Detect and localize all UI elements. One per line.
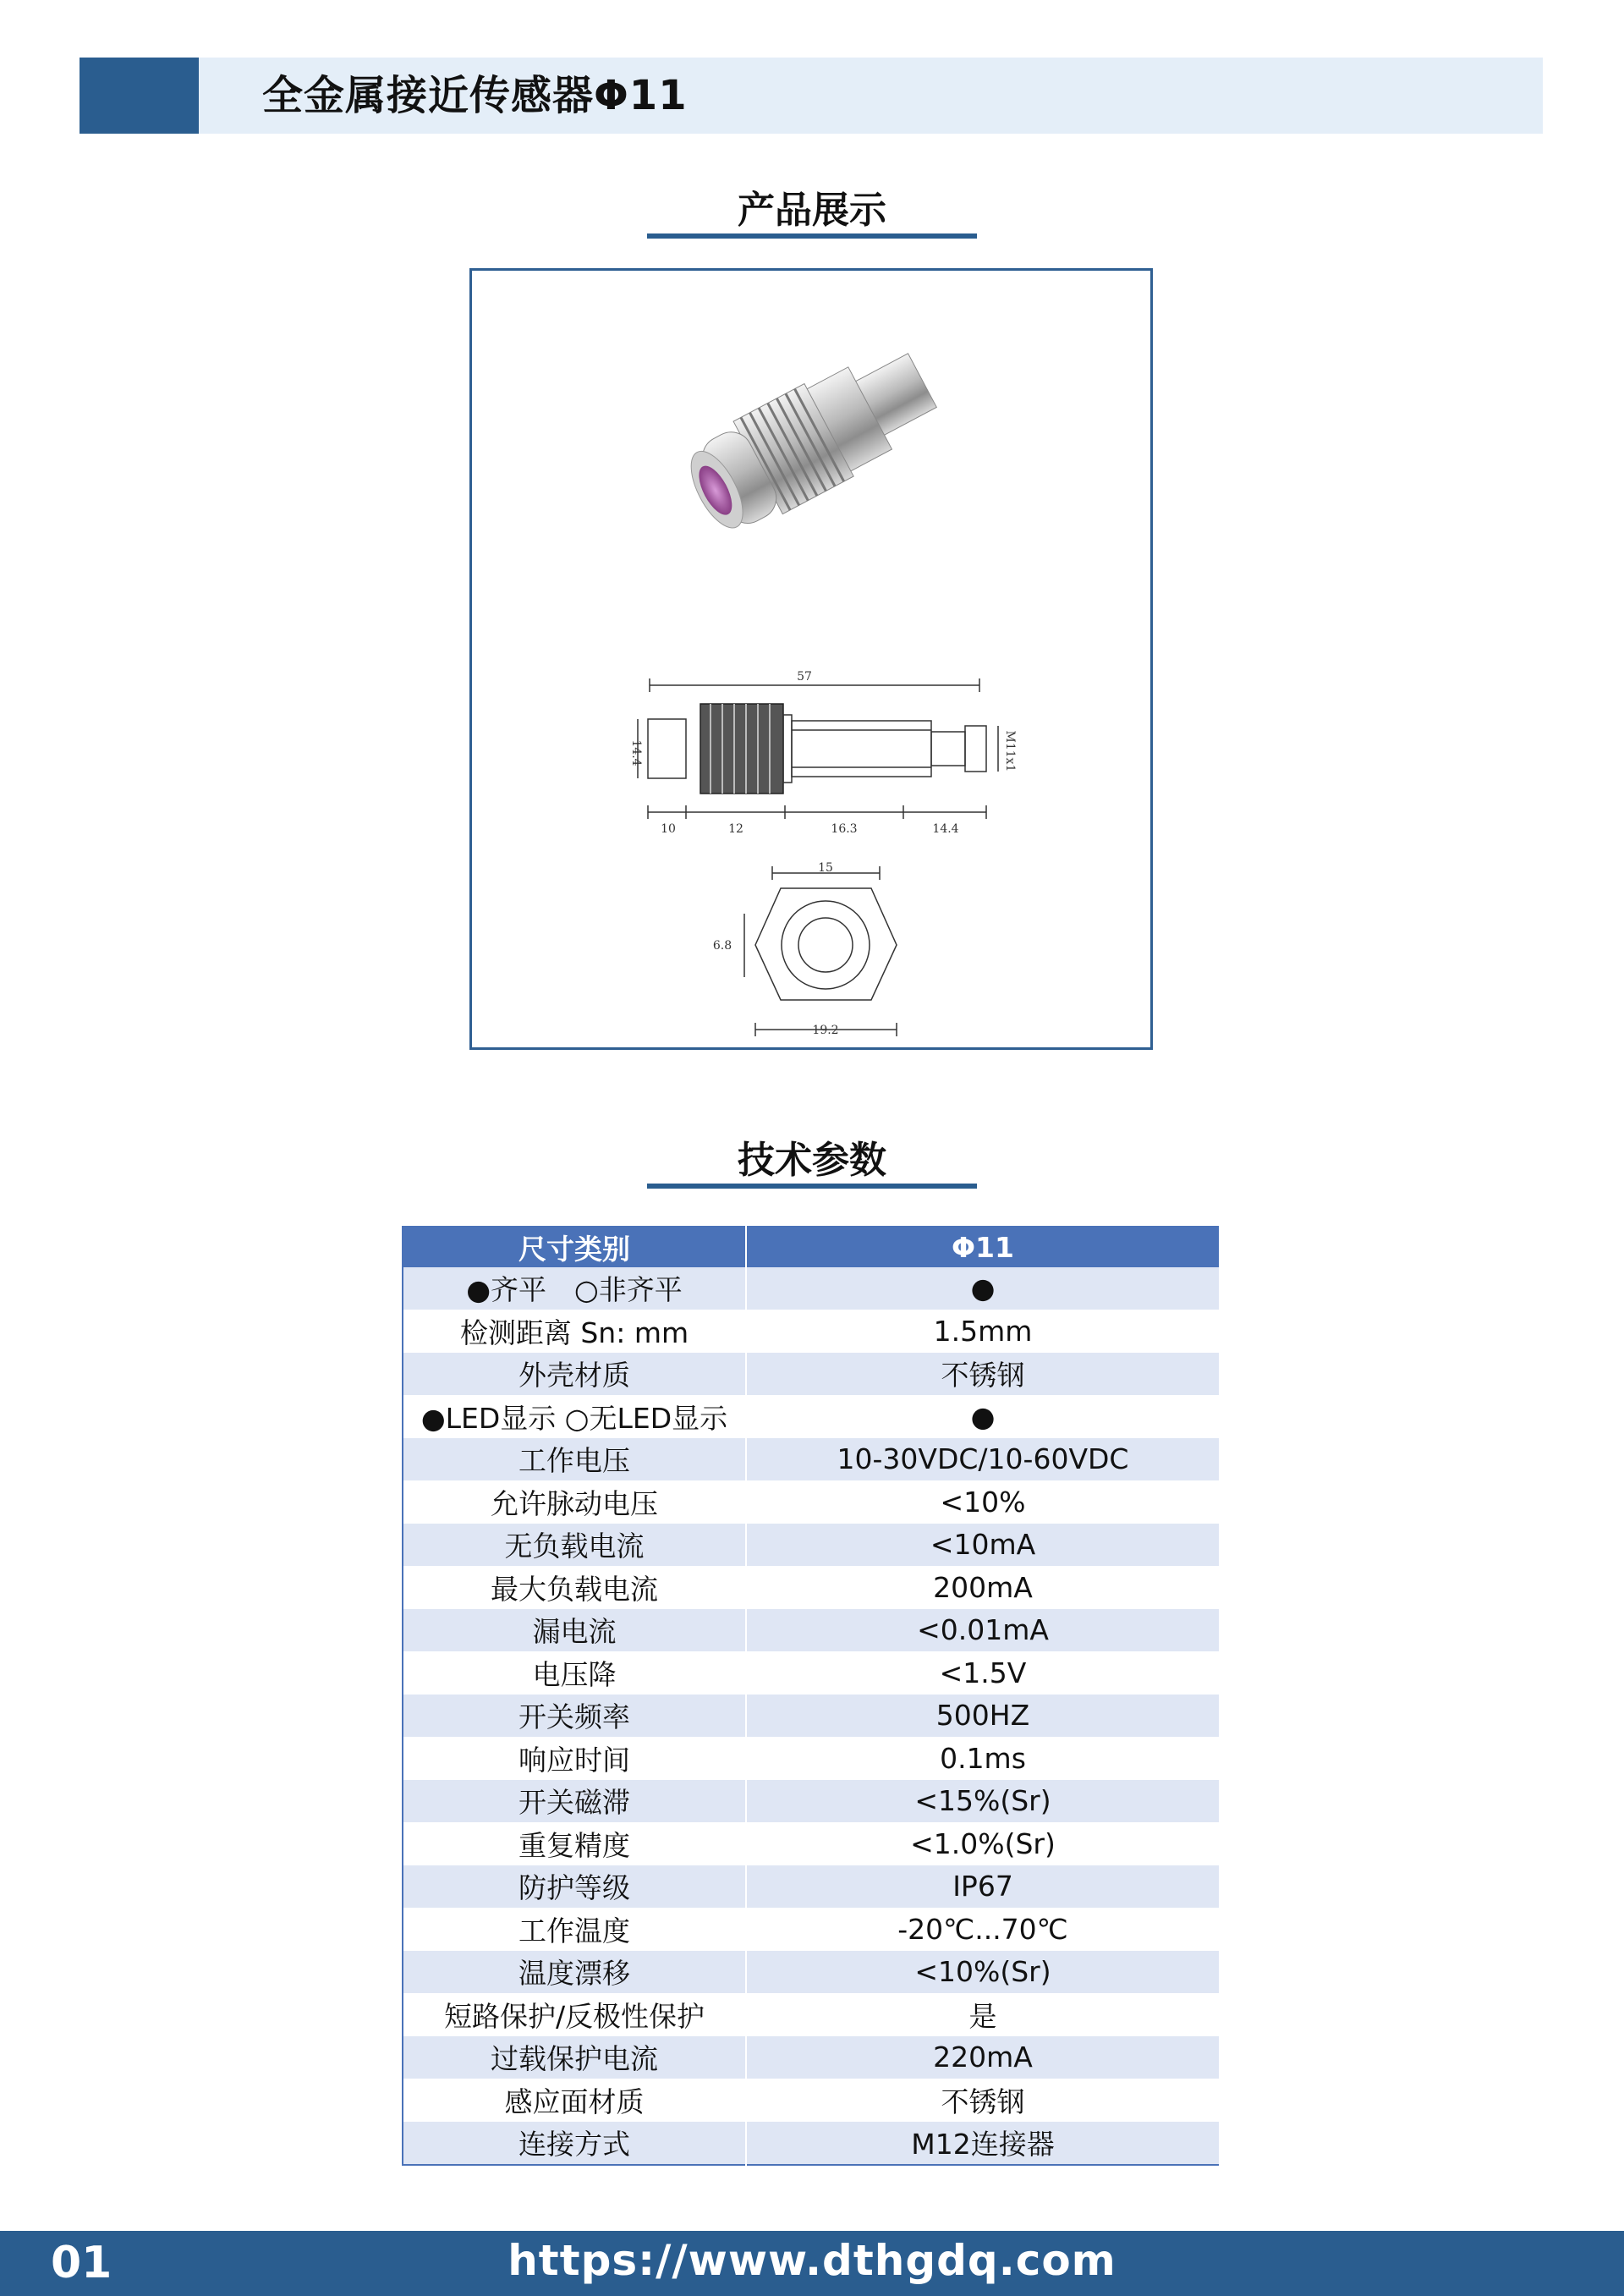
dim-hex-width: 19.2 <box>812 1024 839 1037</box>
table-row <box>403 1695 1220 1738</box>
spec-value: <1.0%(Sr) <box>746 1822 1220 1865</box>
page-number: 01 <box>51 2238 112 2288</box>
spec-value: <10% <box>746 1480 1220 1524</box>
spec-value: <0.01mA <box>746 1609 1220 1652</box>
table-row <box>403 1310 1220 1353</box>
table-header-category: 尺寸类别 <box>403 1227 746 1267</box>
section-title-product: 产品展示 <box>738 189 886 232</box>
table-header-model: Φ11 <box>746 1227 1220 1267</box>
table-row <box>403 1908 1220 1951</box>
dim-total-length: 57 <box>797 670 812 684</box>
spec-value: ● <box>746 1267 1220 1310</box>
dim-4: 14.4 <box>932 822 959 836</box>
spec-label: 过载保护电流 <box>403 2036 746 2079</box>
spec-label: ●LED显示 ○无LED显示 <box>403 1395 746 1438</box>
product-illustration <box>472 271 1150 1047</box>
spec-label: 连接方式 <box>403 2122 746 2165</box>
spec-label: ●齐平 ○非齐平 <box>403 1267 746 1310</box>
dim-2: 12 <box>728 822 743 836</box>
spec-value: 是 <box>746 1993 1220 2036</box>
dim-3: 16.3 <box>831 822 858 836</box>
spec-value: 500HZ <box>746 1695 1220 1738</box>
spec-value: 1.5mm <box>746 1310 1220 1353</box>
dim-1: 10 <box>661 822 676 836</box>
spec-value: 220mA <box>746 2036 1220 2079</box>
table-row <box>403 1480 1220 1524</box>
table-row <box>403 2036 1220 2079</box>
product-frame <box>469 268 1153 1050</box>
spec-value: 10-30VDC/10-60VDC <box>746 1438 1220 1481</box>
spec-label: 检测距离 Sn: mm <box>403 1310 746 1353</box>
spec-value: 不锈钢 <box>746 2079 1220 2122</box>
spec-value: <15%(Sr) <box>746 1780 1220 1823</box>
table-row <box>403 2122 1220 2165</box>
spec-label: 开关频率 <box>403 1695 746 1738</box>
spec-label: 感应面材质 <box>403 2079 746 2122</box>
spec-label: 防护等级 <box>403 1865 746 1909</box>
table-row <box>403 1737 1220 1780</box>
spec-label: 外壳材质 <box>403 1353 746 1396</box>
spec-table <box>402 1226 1221 2166</box>
table-row <box>403 1395 1220 1438</box>
table-row <box>403 1524 1220 1567</box>
spec-value: <10mA <box>746 1524 1220 1567</box>
spec-label: 工作电压 <box>403 1438 746 1481</box>
table-row <box>403 1951 1220 1994</box>
spec-value: 不锈钢 <box>746 1353 1220 1396</box>
table-row <box>403 1651 1220 1695</box>
dim-top-width: 15 <box>818 861 833 875</box>
side-view-drawing <box>638 678 998 819</box>
spec-label: 无负载电流 <box>403 1524 746 1567</box>
dim-thread: M11x1 <box>1003 730 1017 772</box>
spec-label: 重复精度 <box>403 1822 746 1865</box>
section-underline-specs <box>647 1184 977 1189</box>
table-row <box>403 2079 1220 2122</box>
table-row <box>403 1993 1220 2036</box>
spec-label: 电压降 <box>403 1651 746 1695</box>
page-title: 全金属接近传感器Φ11 <box>262 72 688 119</box>
table-row <box>403 1353 1220 1396</box>
table-row <box>403 1865 1220 1909</box>
sensor-photo <box>676 334 946 545</box>
spec-label: 温度漂移 <box>403 1951 746 1994</box>
table-row <box>403 1780 1220 1823</box>
footer-url[interactable]: https://www.dthgdq.com <box>508 2236 1116 2285</box>
spec-label: 最大负载电流 <box>403 1566 746 1609</box>
spec-value: 200mA <box>746 1566 1220 1609</box>
spec-value: ● <box>746 1395 1220 1438</box>
spec-value: 0.1ms <box>746 1737 1220 1780</box>
spec-label: 漏电流 <box>403 1609 746 1652</box>
dim-hex-height: 6.8 <box>712 939 732 953</box>
table-row <box>403 1438 1220 1481</box>
spec-label: 工作温度 <box>403 1908 746 1951</box>
spec-label: 响应时间 <box>403 1737 746 1780</box>
table-row <box>403 1267 1220 1310</box>
spec-value: M12连接器 <box>746 2122 1220 2165</box>
section-title-specs: 技术参数 <box>738 1139 886 1182</box>
spec-value: IP67 <box>746 1865 1220 1909</box>
table-header-row <box>403 1227 1220 1267</box>
table-row <box>403 1609 1220 1652</box>
spec-label: 允许脉动电压 <box>403 1480 746 1524</box>
table-row <box>403 1566 1220 1609</box>
spec-label: 短路保护/反极性保护 <box>403 1993 746 2036</box>
dim-left-height: 14.4 <box>629 739 643 766</box>
spec-value: <1.5V <box>746 1651 1220 1695</box>
table-row <box>403 1822 1220 1865</box>
spec-value: -20℃...70℃ <box>746 1908 1220 1951</box>
front-view-drawing <box>744 866 897 1036</box>
spec-label: 开关磁滞 <box>403 1780 746 1823</box>
spec-value: <10%(Sr) <box>746 1951 1220 1994</box>
section-underline-product <box>647 233 977 239</box>
header-accent-block <box>80 58 199 134</box>
